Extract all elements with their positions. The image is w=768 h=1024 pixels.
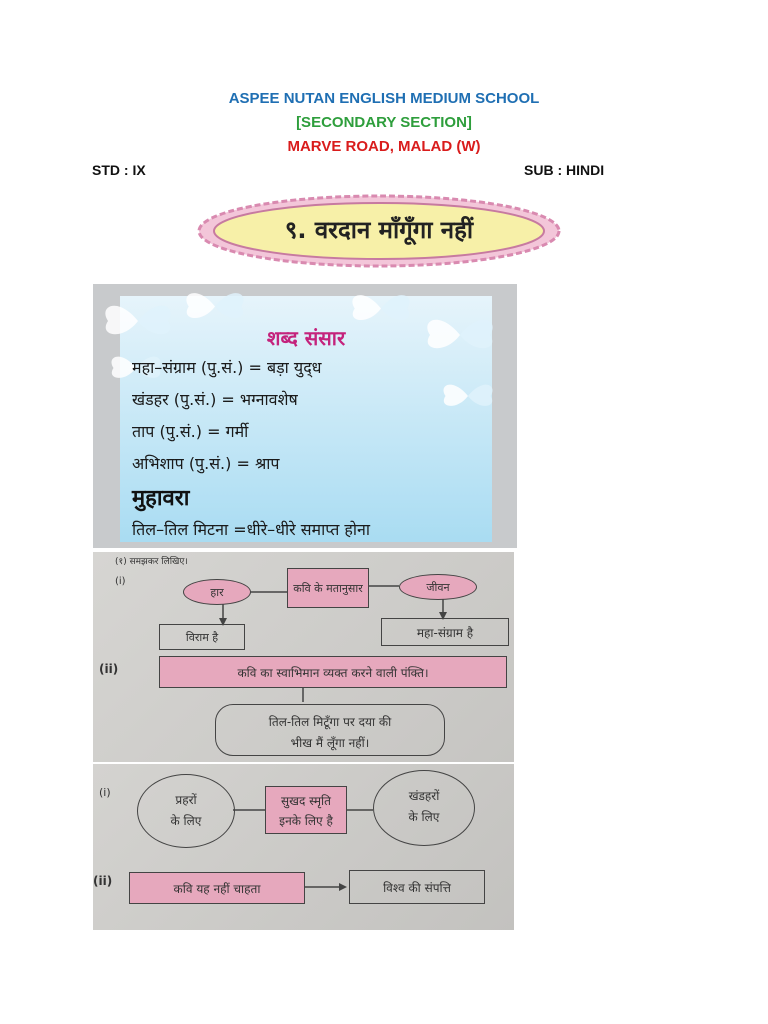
section-name: [SECONDARY SECTION] [296, 114, 472, 131]
exercise-panel-1 [93, 552, 514, 762]
butterfly-icon [180, 284, 250, 329]
oval-text: प्रहरों [175, 793, 197, 807]
right-oval [373, 770, 475, 846]
vocabulary-panel [93, 284, 517, 548]
standard-label: STD : IX [92, 162, 146, 178]
school-name: ASPEE NUTAN ENGLISH MEDIUM SCHOOL [228, 90, 540, 107]
school-address: MARVE ROAD, MALAD (W) [287, 138, 481, 155]
center-text: इनके लिए है [279, 814, 333, 828]
idiom-line: तिल–तिल मिटना =धीरे–धीरे समाप्त होना [132, 520, 371, 539]
vocab-line: खंडहर (पु.सं.) = भग्नावशेष [132, 390, 298, 409]
center-text: सुखद स्मृति [281, 794, 331, 808]
part-label: (i) [99, 786, 111, 799]
butterfly-icon [438, 376, 498, 416]
center-box: कवि के मतानुसार [287, 568, 369, 608]
right-result-box: महा-संग्राम है [381, 618, 509, 646]
left-oval: हार [183, 579, 251, 605]
part-label: (ii) [93, 874, 113, 888]
left-oval [137, 774, 235, 848]
vocabulary-title: शब्द संसार [266, 326, 346, 350]
answer-box [215, 704, 445, 756]
exercise-panel-2 [93, 764, 514, 930]
center-box [265, 786, 347, 834]
answer-line: तिल-तिल मिटूँगा पर दया की [268, 715, 392, 729]
world-wealth-box: विश्व की संपत्ति [349, 870, 485, 904]
oval-text: के लिए [170, 814, 202, 828]
part-label: (ii) [99, 662, 119, 676]
chapter-title: ९. वरदान माँगूँगा नहीं [284, 216, 474, 244]
oval-text: खंडहरों [408, 789, 440, 803]
vocab-line: अभिशाप (पु.सं.) = श्राप [132, 454, 280, 473]
part-label: (i) [115, 576, 126, 587]
instruction-text: (१) समझकर लिखिए। [115, 557, 188, 567]
subject-label: SUB : HINDI [524, 162, 605, 178]
left-result-box: विराम है [159, 624, 245, 650]
oval-text: के लिए [408, 810, 440, 824]
idiom-heading: मुहावरा [132, 486, 190, 511]
vocab-line: महा–संग्राम (पु.सं.) = बड़ा युद्‌ध [132, 358, 322, 377]
right-oval: जीवन [399, 574, 477, 600]
pride-heading-box: कवि का स्वाभिमान व्यक्त करने वाली पंक्ति। [159, 656, 507, 688]
answer-line: भीख मैं लूँगा नहीं। [290, 736, 370, 750]
vocab-line: ताप (पु.सं.) = गर्मी [132, 422, 249, 441]
poet-not-want-box: कवि यह नहीं चाहता [129, 872, 305, 904]
